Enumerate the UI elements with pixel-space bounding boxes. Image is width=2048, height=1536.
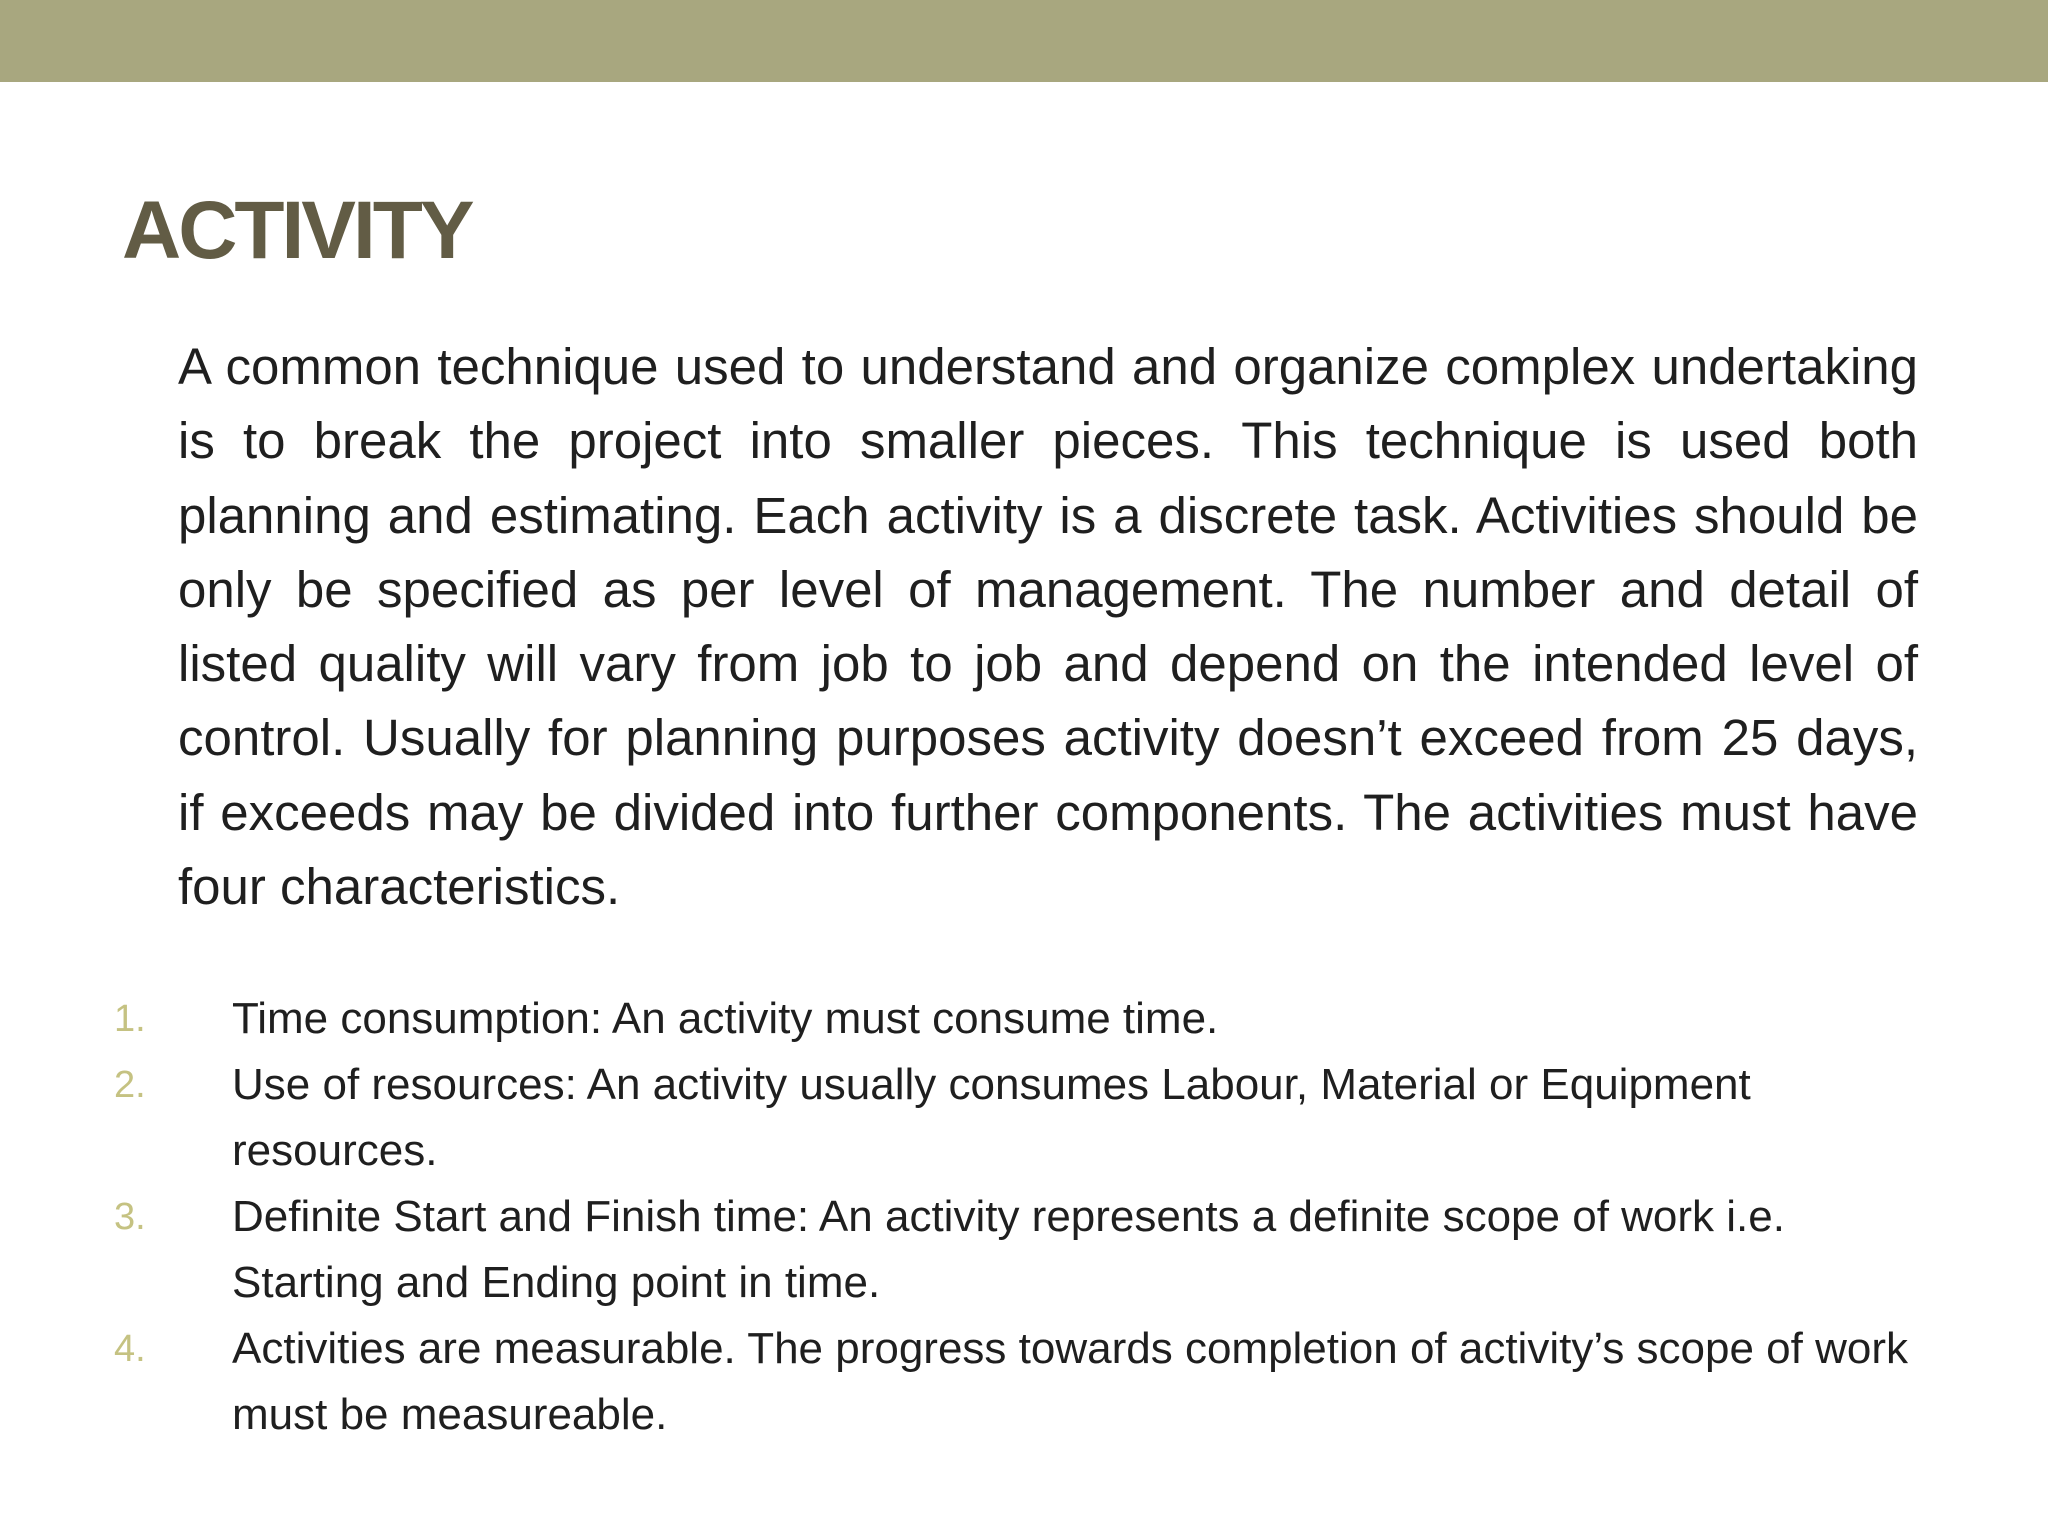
list-number: 2. (114, 1064, 146, 1106)
list-text: Use of resources: An activity usually consumes Labour, Material or Equipment resources. (232, 1060, 1751, 1175)
list-number: 4. (114, 1328, 146, 1370)
list-item (114, 986, 1934, 1052)
list-item (114, 1052, 1934, 1184)
list-text: Time consumption: An activity must consume time. (232, 994, 1219, 1043)
list-text: Definite Start and Finish time: An activity represents a definite scope of work i.e. Starting and Ending point in time. (232, 1192, 1785, 1307)
body-paragraph: A common technique used to understand and organize complex undertaking is to break the project into smaller pieces. This technique is used both planning and estimating. Each activity is a discrete task. Activities should be only be specified as per level of management. The number and detail of listed quality will vary from job to job and depend on the intended level of control. Usually for planning purposes activity doesn’t exceed from 25 days, if exceeds may be divided into further components. The activities must have four characteristics. (178, 338, 1918, 916)
list-number: 1. (114, 998, 146, 1040)
list-item (114, 1184, 1934, 1316)
top-header-band (0, 0, 2048, 82)
list-item (114, 1316, 1934, 1448)
list-text: Activities are measurable. The progress towards completion of activity’s scope of work must be measureable. (232, 1324, 1908, 1439)
characteristics-list (114, 986, 1934, 1448)
slide-title: ACTIVITY (122, 185, 472, 276)
list-number: 3. (114, 1196, 146, 1238)
